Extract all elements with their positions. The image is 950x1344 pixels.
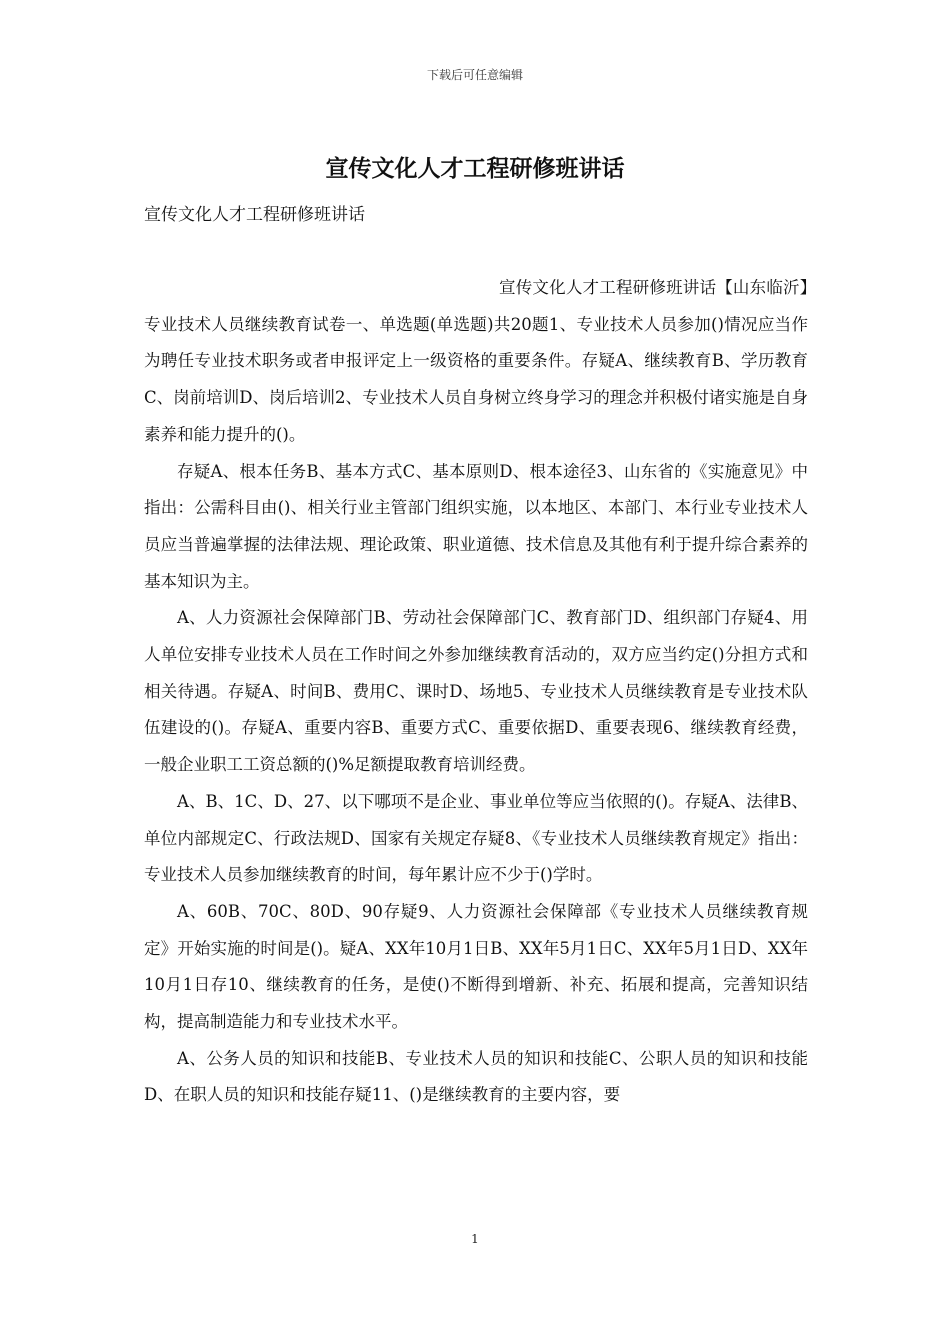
paragraph-4: A、B、1C、D、27、以下哪项不是企业、事业单位等应当依照的()。存疑A、法律B、单位内部规定C、行政法规D、国家有关规定存疑8、《专业技术人员继续教育规定》指出：专业技术人员参加继续教育的时间，每年累计应不少于()学时。 [144, 791, 808, 885]
paragraph-3: A、人力资源社会保障部门B、劳动社会保障部门C、教育部门D、组织部门存疑4、用人单位安排专业技术人员在工作时间之外参加继续教育活动的，双方应当约定()分担方式和相关待遇。存疑A、时间B、费用C、课时D、场地5、专业技术人员继续教育是专业技术队伍建设的()。存疑A、重要内容B、重要方式C、重要依据D、重要表现6、继续教育经费，一般企业职工工资总额的()%足额提取教育培训经费。 [144, 608, 808, 775]
header-note: 下载后可任意编辑 [426, 68, 523, 82]
document-body [144, 270, 808, 1114]
document-subtitle: 宣传文化人才工程研修班讲话 [144, 205, 365, 225]
paragraph-6: A、公务人员的知识和技能B、专业技术人员的知识和技能C、公职人员的知识和技能D、在职人员的知识和技能存疑11、()是继续教育的主要内容，要 [144, 1048, 808, 1105]
document-title: 宣传文化人才工程研修班讲话 [325, 155, 625, 182]
page-number: 1 [471, 1232, 479, 1246]
paragraph-1: 宣传文化人才工程研修班讲话【山东临沂】专业技术人员继续教育试卷一、单选题(单选题)共20题1、专业技术人员参加()情况应当作为聘任专业技术职务或者申报评定上一级资格的重要条件。存疑A、继续教育B、学历教育C、岗前培训D、岗后培训2、专业技术人员自身树立终身学习的理念并积极付诸实施是自身素养和能力提升的()。 [144, 278, 808, 444]
paragraph-2: 存疑A、根本任务B、基本方式C、基本原则D、根本途径3、山东省的《实施意见》中指出：公需科目由()、相关行业主管部门组织实施，以本地区、本部门、本行业专业技术人员应当普遍掌握的法律法规、理论政策、职业道德、技术信息及其他有利于提升综合素养的基本知识为主。 [144, 461, 808, 591]
paragraph-5: A、60B、70C、80D、90存疑9、人力资源社会保障部《专业技术人员继续教育规定》开始实施的时间是()。疑A、XX年10月1日B、XX年5月1日C、XX年5月1日D、XX年10月1日存10、继续教育的任务，是使()不断得到增新、补充、拓展和提高，完善知识结构，提高制造能力和专业技术水平。 [144, 901, 808, 1032]
